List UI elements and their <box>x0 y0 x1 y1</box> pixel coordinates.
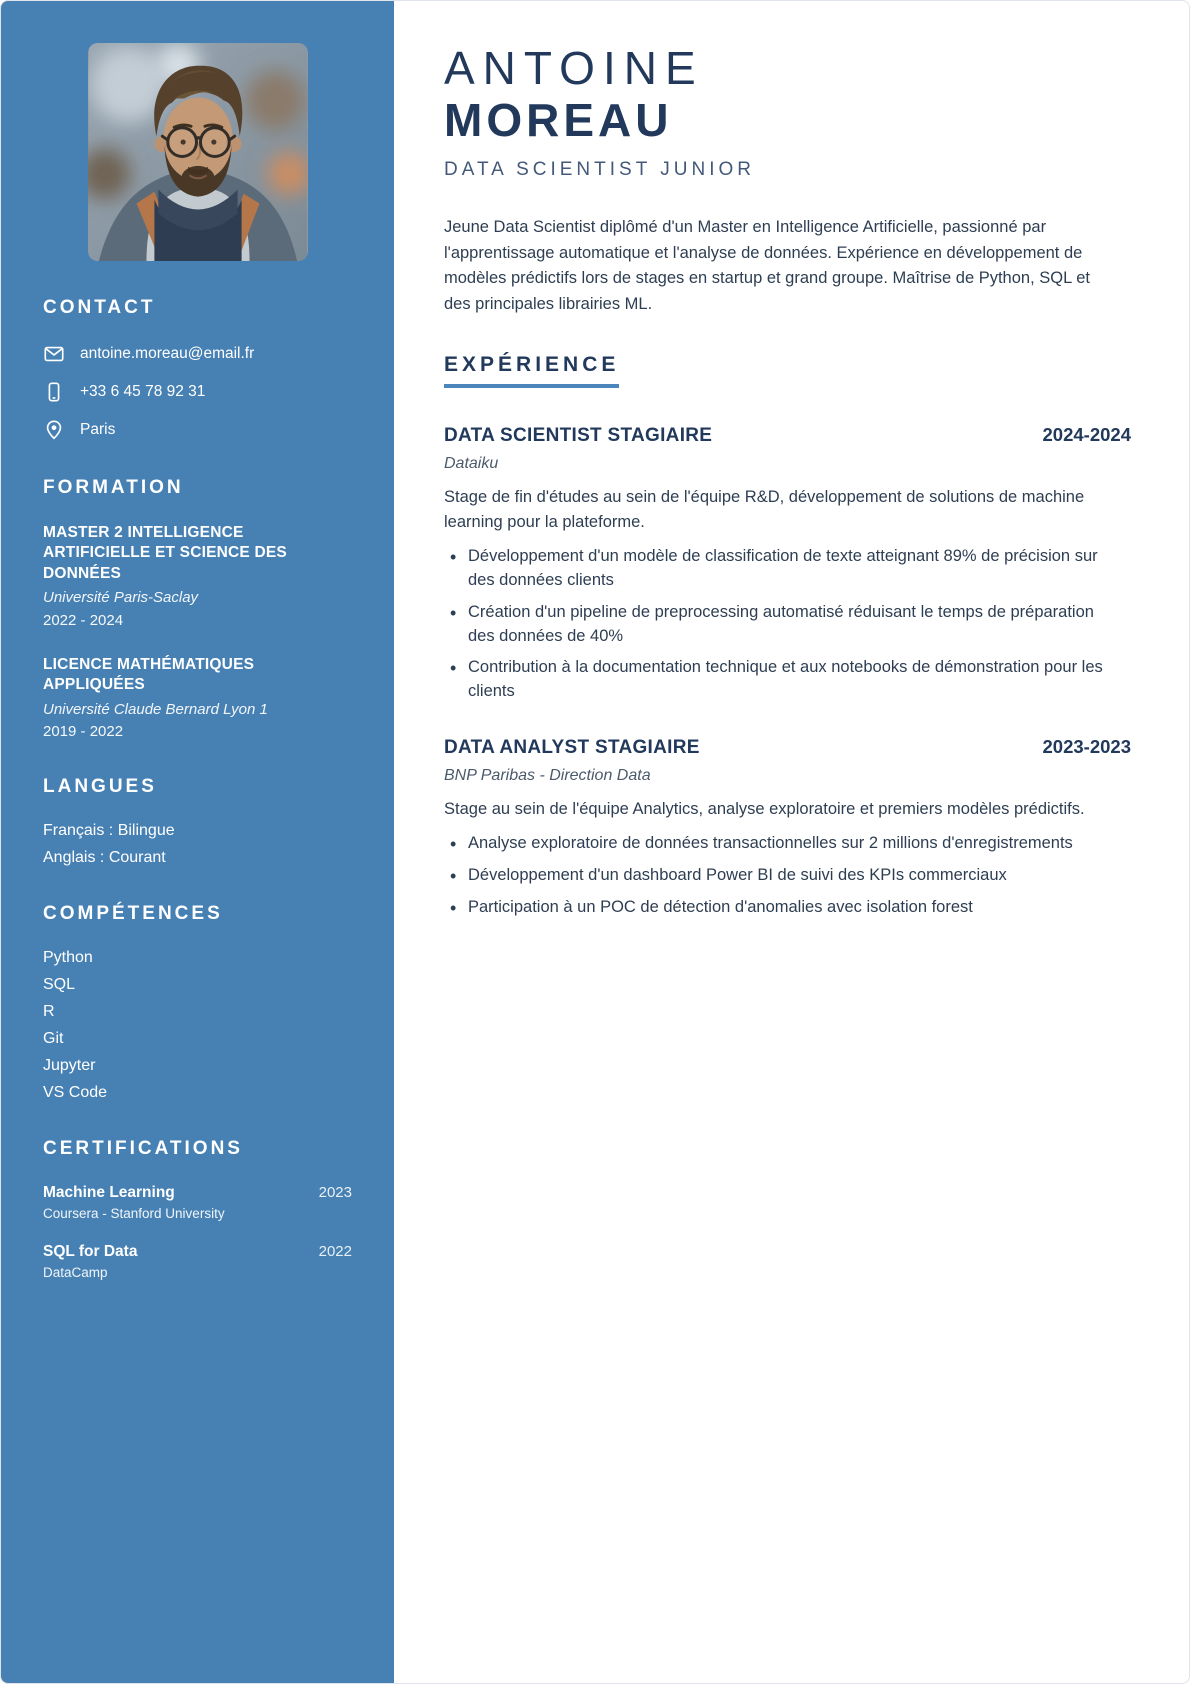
job-bullet: • Développement d'un dashboard Power BI de suivi des KPIs commerciaux <box>444 864 1124 888</box>
contact-phone: +33 6 45 78 92 31 <box>80 383 206 400</box>
job-bullet: • Participation à un POC de détection d'anomalies avec isolation forest <box>444 896 1124 920</box>
mail-icon <box>43 343 65 365</box>
profile-photo <box>88 43 308 261</box>
job-period: 2023-2023 <box>1042 736 1131 758</box>
skill-item: R <box>43 1002 55 1020</box>
langues-list <box>43 822 352 867</box>
certification-year: 2022 <box>318 1242 352 1260</box>
phone-icon <box>43 381 65 403</box>
education-school: Université Claude Bernard Lyon 1 <box>43 700 268 718</box>
certification-item <box>43 1184 352 1221</box>
formation-title: FORMATION <box>43 477 184 498</box>
education-school: Université Paris-Saclay <box>43 589 199 607</box>
education-period: 2019 - 2022 <box>43 722 124 740</box>
job-company: Dataiku <box>444 455 499 473</box>
experience-entry <box>444 424 1131 704</box>
skill-item: Python <box>43 948 93 966</box>
job-bullet: • Développement d'un modèle de classification de texte atteignant 89% de précision sur des données clients <box>444 545 1124 593</box>
main-content <box>394 1 1189 1683</box>
contact-location: Paris <box>80 421 116 438</box>
education-degree: LICENCE MATHÉMATIQUES APPLIQUÉES <box>43 655 255 694</box>
skill-item: Git <box>43 1029 64 1047</box>
contact-location-row <box>43 419 352 441</box>
contact-email: antoine.moreau@email.fr <box>80 345 255 362</box>
contact-title: CONTACT <box>43 297 156 318</box>
last-name: MOREAU <box>444 93 673 146</box>
job-company: BNP Paribas - Direction Data <box>444 767 651 785</box>
education-period: 2022 - 2024 <box>43 611 124 629</box>
job-description: Stage au sein de l'équipe Analytics, analyse exploratoire et premiers modèles prédictifs. <box>444 800 1085 819</box>
certifications-section <box>43 1138 352 1280</box>
education-degree: MASTER 2 INTELLIGENCE ARTIFICIELLE ET SCIENCE DES DONNÉES <box>43 524 287 582</box>
contact-phone-row <box>43 381 352 403</box>
job-bullet: • Création d'un pipeline de preprocessing automatisé réduisant le temps de préparation des données de 40% <box>444 601 1124 649</box>
experience-entry <box>444 736 1131 920</box>
sidebar <box>1 1 394 1683</box>
profile-summary: Jeune Data Scientist diplômé d'un Master en Intelligence Artificielle, passionné par l'apprentissage automatique et l'analyse de données. Expérience en développement de modèles prédictifs lors de stages en startup et grand groupe. Maîtrise de Python, SQL et des principales librairies ML. <box>444 218 1090 313</box>
skill-item: VS Code <box>43 1083 108 1101</box>
job-bullet-list <box>444 832 1124 920</box>
job-period: 2024-2024 <box>1042 424 1131 446</box>
page-title: DATA SCIENTIST JUNIOR <box>444 159 755 181</box>
certification-name: Machine Learning <box>43 1183 175 1201</box>
certification-name: SQL for Data <box>43 1242 138 1260</box>
competences-title: COMPÉTENCES <box>43 902 223 924</box>
job-description: Stage de fin d'études au sein de l'équipe R&D, développement de solutions de machine learning pour la plateforme. <box>444 488 1085 532</box>
language-item: Anglais : Courant <box>43 848 166 866</box>
location-pin-icon <box>43 419 65 441</box>
job-bullet: • Analyse exploratoire de données transactionnelles sur 2 millions d'enregistrements <box>444 832 1124 856</box>
contact-email-row <box>43 343 352 365</box>
first-name: ANTOINE <box>444 42 704 94</box>
job-title: DATA ANALYST STAGIAIRE <box>444 737 700 759</box>
header <box>444 43 1131 181</box>
language-item: Français : Bilingue <box>43 821 175 839</box>
certification-item <box>43 1243 352 1280</box>
competences-section <box>43 903 352 1102</box>
competences-list <box>43 949 352 1102</box>
skill-item: Jupyter <box>43 1056 96 1074</box>
certification-org: Coursera - Stanford University <box>43 1205 225 1221</box>
job-bullet: • Contribution à la documentation technique et aux notebooks de démonstration pour les clients <box>444 656 1124 704</box>
certification-year: 2023 <box>318 1183 352 1201</box>
langues-section <box>43 776 352 867</box>
profile-photo-illustration <box>88 43 308 261</box>
formation-section <box>43 477 352 740</box>
langues-title: LANGUES <box>43 775 157 797</box>
contact-section <box>43 297 352 441</box>
certification-org: DataCamp <box>43 1264 108 1280</box>
education-item <box>43 523 352 629</box>
job-title: DATA SCIENTIST STAGIAIRE <box>444 425 713 447</box>
experience-heading: EXPÉRIENCE <box>444 353 619 388</box>
job-bullet-list <box>444 545 1124 705</box>
certifications-title: CERTIFICATIONS <box>43 1137 243 1159</box>
education-item <box>43 655 352 740</box>
skill-item: SQL <box>43 975 76 993</box>
